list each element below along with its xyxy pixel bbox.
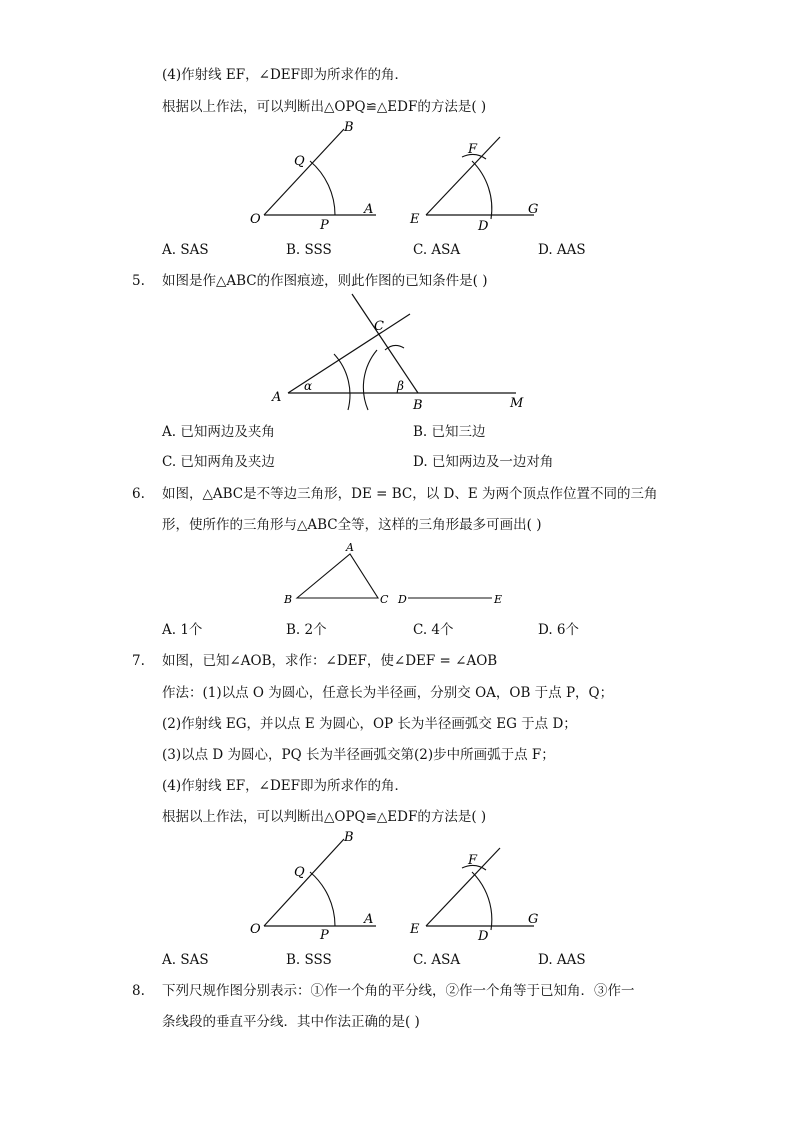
question-text-line1: 如图，△ABC是不等边三角形，DE = BC，以 D、E 为两个顶点作位置不同的三角 xyxy=(162,486,658,502)
svg-text:A: A xyxy=(364,912,374,927)
question-text-line2: 形，使所作的三角形与△ABC全等，这样的三角形最多可画出( ) xyxy=(162,517,542,533)
svg-text:P: P xyxy=(320,218,329,233)
svg-text:C: C xyxy=(380,593,389,606)
option-b[interactable]: B. SSS xyxy=(286,952,332,968)
question-text-line1: 下列尺规作图分别表示：①作一个角的平分线，②作一个角等于已知角．③作一 xyxy=(162,983,635,999)
option-d[interactable]: D. 6个 xyxy=(538,622,580,638)
svg-text:Q: Q xyxy=(294,865,305,880)
svg-text:B: B xyxy=(344,830,354,845)
construction-step4: (4)作射线 EF，∠DEF即为所求作的角． xyxy=(162,778,408,794)
construction-step3: (3)以点 D 为圆心，PQ 长为半径画弧交第(2)步中所画弧于点 F； xyxy=(162,747,555,763)
svg-text:A: A xyxy=(364,202,374,217)
svg-text:G: G xyxy=(528,912,539,927)
svg-text:B: B xyxy=(413,398,423,413)
option-d[interactable]: D. AAS xyxy=(538,242,586,258)
option-c[interactable]: C. 4个 xyxy=(413,622,454,638)
option-c[interactable]: C. 已知两角及夹边 xyxy=(162,454,275,470)
figure-angle-def xyxy=(400,845,550,945)
option-c[interactable]: C. ASA xyxy=(413,242,461,258)
option-c[interactable]: C. ASA xyxy=(413,952,461,968)
question-number: 7. xyxy=(132,653,145,669)
question-text-line1: 如图，已知∠AOB，求作：∠DEF，使∠DEF = ∠AOB xyxy=(162,653,498,669)
figure-angle-def-top xyxy=(400,135,550,235)
option-b[interactable]: B. SSS xyxy=(286,242,332,258)
svg-text:P: P xyxy=(320,928,329,943)
question-number: 8. xyxy=(132,983,145,999)
svg-text:C: C xyxy=(374,319,384,334)
figure-triangle-abc-segment-de xyxy=(280,540,510,610)
svg-text:E: E xyxy=(410,212,420,227)
svg-text:O: O xyxy=(250,922,261,937)
option-a[interactable]: A. 已知两边及夹角 xyxy=(162,424,275,440)
svg-text:A: A xyxy=(346,541,354,554)
svg-text:F: F xyxy=(468,853,478,868)
option-b[interactable]: B. 2个 xyxy=(286,622,327,638)
option-a[interactable]: A. SAS xyxy=(162,952,209,968)
figure-angle-aob xyxy=(240,825,390,945)
svg-text:B: B xyxy=(344,120,354,135)
option-d[interactable]: D. 已知两边及一边对角 xyxy=(413,454,554,470)
svg-text:B: B xyxy=(284,593,293,606)
svg-text:D: D xyxy=(398,593,407,606)
question-number: 6. xyxy=(132,486,145,502)
step4-text: (4)作射线 EF，∠DEF即为所求作的角． xyxy=(162,67,408,83)
svg-text:E: E xyxy=(494,593,503,606)
question-text: 根据以上作法，可以判断出△OPQ≌△EDF的方法是( ) xyxy=(162,99,487,115)
svg-text:O: O xyxy=(250,212,261,227)
svg-text:D: D xyxy=(478,219,489,234)
question-text-line2: 条线段的垂直平分线．其中作法正确的是( ) xyxy=(162,1014,420,1030)
option-b[interactable]: B. 已知三边 xyxy=(413,424,486,440)
svg-text:E: E xyxy=(410,922,420,937)
svg-text:F: F xyxy=(468,142,478,157)
question-text: 如图是作△ABC的作图痕迹，则此作图的已知条件是( ) xyxy=(162,273,488,289)
svg-text:Q: Q xyxy=(294,154,305,169)
question-text: 根据以上作法，可以判断出△OPQ≌△EDF的方法是( ) xyxy=(162,809,487,825)
svg-text:α: α xyxy=(304,379,313,393)
figure-triangle-construction xyxy=(260,292,530,417)
svg-text:D: D xyxy=(478,929,489,944)
construction-step2: (2)作射线 EG，并以点 E 为圆心，OP 长为半径画弧交 EG 于点 D； xyxy=(162,716,577,732)
option-d[interactable]: D. AAS xyxy=(538,952,586,968)
option-a[interactable]: A. 1个 xyxy=(162,622,203,638)
option-a[interactable]: A. SAS xyxy=(162,242,209,258)
svg-text:M: M xyxy=(510,396,524,411)
figure-angle-aob-top xyxy=(240,115,390,235)
svg-text:A: A xyxy=(272,390,282,405)
svg-text:β: β xyxy=(397,379,404,393)
question-number: 5. xyxy=(132,273,145,289)
construction-step1: 作法：(1)以点 O 为圆心，任意长为半径画，分别交 OA，OB 于点 P，Q； xyxy=(162,685,614,701)
svg-text:G: G xyxy=(528,202,539,217)
